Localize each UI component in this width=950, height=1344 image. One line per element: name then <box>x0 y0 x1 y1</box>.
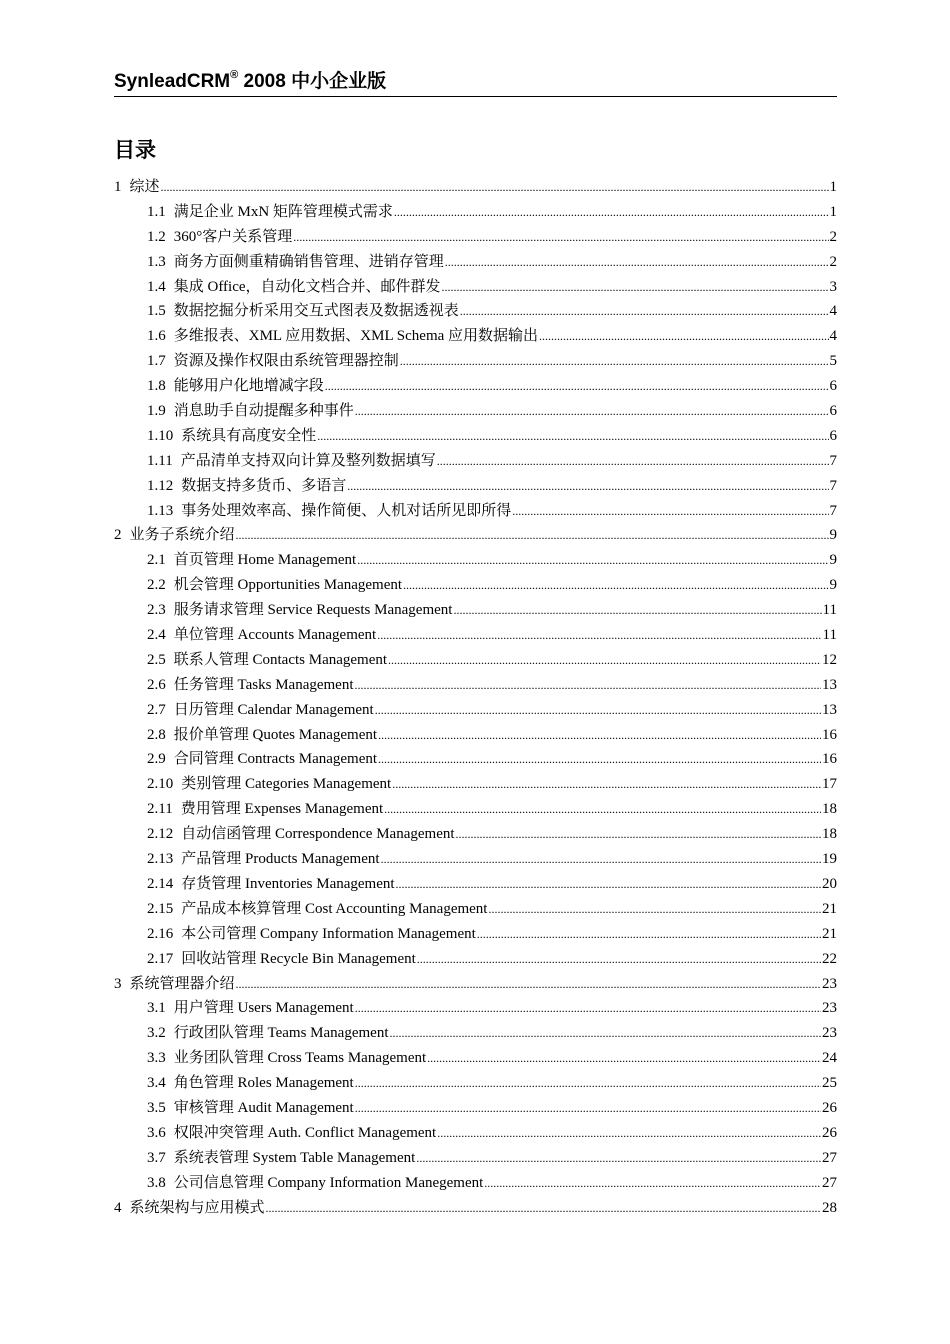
toc-entry-number: 1.4 <box>147 278 166 295</box>
toc-page-number: 18 <box>822 801 837 818</box>
toc-entry-number: 2.9 <box>147 751 166 768</box>
toc-page-number: 21 <box>822 900 837 917</box>
toc-entry-number: 1.7 <box>147 353 166 370</box>
toc-entry-number: 1.6 <box>147 328 166 345</box>
toc-page-number: 4 <box>829 328 837 345</box>
toc-entry-number: 1.1 <box>147 203 166 220</box>
toc-entry-title: 单位管理 Accounts Management <box>173 627 377 644</box>
toc-chapter-entry[interactable] <box>114 523 837 548</box>
toc-dot-leader <box>394 200 829 225</box>
table-of-contents <box>114 175 837 1220</box>
toc-page-number: 9 <box>829 552 837 569</box>
toc-section-entry[interactable] <box>114 698 837 723</box>
toc-entry-number: 1.9 <box>147 403 166 420</box>
toc-dot-leader <box>355 1096 821 1121</box>
toc-dot-leader <box>355 996 821 1021</box>
toc-entry-title: 360°客户关系管理 <box>173 228 293 245</box>
toc-entry-title: 角色管理 Roles Management <box>173 1075 354 1092</box>
toc-page-number: 6 <box>829 427 837 444</box>
toc-dot-leader <box>355 673 821 698</box>
toc-entry-title: 权限冲突管理 Auth. Conflict Management <box>173 1124 437 1141</box>
toc-page-number: 12 <box>822 651 837 668</box>
toc-page-number: 26 <box>822 1099 837 1116</box>
toc-dot-leader <box>539 324 828 349</box>
toc-entry-number: 1.8 <box>147 378 166 395</box>
toc-section-entry[interactable] <box>114 1146 837 1171</box>
toc-page-number: 18 <box>822 826 837 843</box>
toc-entry-number: 1.3 <box>147 253 166 270</box>
toc-section-entry[interactable] <box>114 200 837 225</box>
toc-entry-title: 系统表管理 System Table Management <box>173 1149 416 1166</box>
toc-section-entry[interactable] <box>114 922 837 947</box>
toc-section-entry[interactable] <box>114 1121 837 1146</box>
toc-entry-number: 2.5 <box>147 651 166 668</box>
toc-section-entry[interactable] <box>114 275 837 300</box>
toc-page-number: 20 <box>822 875 837 892</box>
toc-page-number: 4 <box>829 303 837 320</box>
toc-entry-number: 3.6 <box>147 1124 166 1141</box>
toc-dot-leader <box>403 573 828 598</box>
toc-dot-leader <box>377 623 821 648</box>
toc-page-number: 9 <box>829 527 837 544</box>
toc-section-entry[interactable] <box>114 449 837 474</box>
toc-entry-number: 2.15 <box>147 900 174 917</box>
toc-section-entry[interactable] <box>114 324 837 349</box>
toc-dot-leader <box>456 822 821 847</box>
toc-page-number: 27 <box>822 1149 837 1166</box>
toc-dot-leader <box>293 225 828 250</box>
toc-dot-leader <box>437 449 829 474</box>
toc-dot-leader <box>396 872 821 897</box>
toc-chapter-entry[interactable] <box>114 1196 837 1221</box>
toc-page-number: 6 <box>829 378 837 395</box>
toc-entry-number: 1.12 <box>147 477 174 494</box>
toc-dot-leader <box>400 349 829 374</box>
toc-dot-leader <box>388 648 821 673</box>
toc-page-number: 21 <box>822 925 837 942</box>
toc-entry-title: 数据支持多货币、多语言 <box>181 477 347 494</box>
toc-chapter-entry[interactable] <box>114 972 837 997</box>
toc-section-entry[interactable] <box>114 299 837 324</box>
toc-entry-title: 机会管理 Opportunities Management <box>173 577 403 594</box>
toc-dot-leader <box>236 523 829 548</box>
toc-page-number: 6 <box>829 403 837 420</box>
toc-entry-number: 2.3 <box>147 602 166 619</box>
header-edition: 2008 中小企业版 <box>238 71 387 92</box>
toc-entry-title: 存货管理 Inventories Management <box>181 875 395 892</box>
toc-entry-number: 2.14 <box>147 875 174 892</box>
toc-section-entry[interactable] <box>114 399 837 424</box>
toc-entry-number: 1.5 <box>147 303 166 320</box>
toc-page-number: 7 <box>829 502 837 519</box>
toc-dot-leader <box>236 972 821 997</box>
toc-entry-number: 1.2 <box>147 228 166 245</box>
toc-entry-number: 2.2 <box>147 577 166 594</box>
toc-section-entry[interactable] <box>114 847 837 872</box>
toc-page-number: 25 <box>822 1075 837 1092</box>
toc-page-number: 7 <box>829 477 837 494</box>
toc-entry-number: 2.11 <box>147 801 173 818</box>
toc-section-entry[interactable] <box>114 872 837 897</box>
toc-entry-number: 2.6 <box>147 676 166 693</box>
toc-dot-leader <box>161 175 829 200</box>
toc-page-number: 19 <box>822 851 837 868</box>
toc-dot-leader <box>357 548 828 573</box>
toc-page-number: 23 <box>822 1000 837 1017</box>
toc-entry-number: 2.17 <box>147 950 174 967</box>
registered-mark: ® <box>230 69 239 81</box>
toc-entry-title: 数据挖掘分析采用交互式图表及数据透视表 <box>173 303 459 320</box>
toc-entry-number: 2.16 <box>147 925 174 942</box>
toc-entry-title: 综述 <box>129 179 160 195</box>
toc-section-entry[interactable] <box>114 772 837 797</box>
toc-dot-leader <box>392 772 821 797</box>
toc-dot-leader <box>355 1071 821 1096</box>
toc-entry-number: 2.13 <box>147 851 174 868</box>
toc-dot-leader <box>445 250 829 275</box>
toc-entry-number: 3.1 <box>147 1000 166 1017</box>
toc-entry-title: 系统管理器介绍 <box>129 975 235 992</box>
toc-page-number: 7 <box>829 452 837 469</box>
toc-dot-leader <box>416 1146 821 1171</box>
toc-entry-title: 类别管理 Categories Management <box>181 776 392 793</box>
toc-section-entry[interactable] <box>114 548 837 573</box>
toc-section-entry[interactable] <box>114 1096 837 1121</box>
toc-entry-title: 系统架构与应用模式 <box>129 1199 265 1216</box>
toc-entry-number: 3.3 <box>147 1050 166 1067</box>
toc-entry-number: 3.4 <box>147 1075 166 1092</box>
toc-entry-number: 2.12 <box>147 826 174 843</box>
toc-page-number: 26 <box>822 1124 837 1141</box>
toc-entry-title: 日历管理 Calendar Management <box>173 701 374 718</box>
toc-page-number: 11 <box>822 627 837 644</box>
toc-section-entry[interactable] <box>114 1046 837 1071</box>
toc-dot-leader <box>375 698 821 723</box>
page-header <box>114 68 837 97</box>
toc-entry-title: 回收站管理 Recycle Bin Management <box>181 950 416 967</box>
toc-dot-leader <box>512 499 828 524</box>
toc-page-number: 5 <box>829 353 837 370</box>
toc-section-entry[interactable] <box>114 349 837 374</box>
toc-section-entry[interactable] <box>114 897 837 922</box>
toc-entry-title: 任务管理 Tasks Management <box>173 676 354 693</box>
toc-section-entry[interactable] <box>114 573 837 598</box>
toc-dot-leader <box>325 374 829 399</box>
toc-section-entry[interactable] <box>114 996 837 1021</box>
toc-dot-leader <box>384 797 821 822</box>
toc-dot-leader <box>317 424 828 449</box>
toc-entry-number: 3 <box>114 975 122 992</box>
toc-entry-title: 首页管理 Home Management <box>173 552 357 569</box>
toc-entry-title: 多维报表、XML 应用数据、XML Schema 应用数据输出 <box>173 328 539 345</box>
toc-page-number: 17 <box>822 776 837 793</box>
toc-dot-leader <box>442 275 829 300</box>
toc-page-number: 3 <box>829 278 837 295</box>
toc-section-entry[interactable] <box>114 947 837 972</box>
toc-entry-number: 1.10 <box>147 427 174 444</box>
toc-page-number: 28 <box>822 1199 837 1216</box>
toc-entry-number: 3.5 <box>147 1099 166 1116</box>
toc-dot-leader <box>488 897 821 922</box>
toc-section-entry[interactable] <box>114 822 837 847</box>
toc-page-number: 1 <box>829 179 837 195</box>
toc-section-entry[interactable] <box>114 250 837 275</box>
toc-entry-title: 业务团队管理 Cross Teams Management <box>173 1050 427 1067</box>
toc-section-entry[interactable] <box>114 225 837 250</box>
toc-entry-number: 3.8 <box>147 1174 166 1191</box>
toc-section-entry[interactable] <box>114 673 837 698</box>
toc-entry-title: 资源及操作权限由系统管理器控制 <box>173 353 399 370</box>
toc-entry-title: 合同管理 Contracts Management <box>173 751 378 768</box>
toc-dot-leader <box>266 1196 821 1221</box>
toc-dot-leader <box>417 947 821 972</box>
toc-section-entry[interactable] <box>114 747 837 772</box>
toc-section-entry[interactable] <box>114 424 837 449</box>
toc-dot-leader <box>378 723 821 748</box>
toc-entry-title: 自动信函管理 Correspondence Management <box>181 826 455 843</box>
toc-section-entry[interactable] <box>114 623 837 648</box>
header-product-name: SynleadCRM <box>114 71 231 92</box>
toc-dot-leader <box>381 847 821 872</box>
toc-section-entry[interactable] <box>114 499 837 524</box>
toc-entry-title: 产品成本核算管理 Cost Accounting Management <box>181 900 488 917</box>
toc-entry-title: 满足企业 MxN 矩阵管理模式需求 <box>173 203 393 220</box>
toc-section-entry[interactable] <box>114 648 837 673</box>
toc-dot-leader <box>427 1046 821 1071</box>
toc-entry-number: 2.10 <box>147 776 174 793</box>
toc-title: 目录 <box>114 138 156 162</box>
toc-page-number: 24 <box>822 1050 837 1067</box>
toc-entry-title: 公司信息管理 Company Information Manegement <box>173 1174 484 1191</box>
toc-page-number: 27 <box>822 1174 837 1191</box>
toc-dot-leader <box>347 474 828 499</box>
toc-entry-title: 服务请求管理 Service Requests Management <box>173 602 453 619</box>
toc-section-entry[interactable] <box>114 1021 837 1046</box>
toc-page-number: 13 <box>822 701 837 718</box>
toc-entry-title: 行政团队管理 Teams Management <box>173 1025 389 1042</box>
toc-section-entry[interactable] <box>114 598 837 623</box>
toc-page-number: 16 <box>822 726 837 743</box>
toc-entry-title: 业务子系统介绍 <box>129 527 235 544</box>
toc-page-number: 2 <box>829 253 837 270</box>
toc-dot-leader <box>437 1121 821 1146</box>
toc-entry-title: 产品清单支持双向计算及整列数据填写 <box>180 452 436 469</box>
toc-section-entry[interactable] <box>114 797 837 822</box>
toc-entry-title: 集成 Office，自动化文档合并、邮件群发 <box>173 278 441 295</box>
toc-entry-title: 事务处理效率高、操作简便、人机对话所见即所得 <box>181 502 512 519</box>
toc-entry-number: 1 <box>114 179 122 195</box>
toc-entry-title: 消息助手自动提醒多种事件 <box>173 403 354 420</box>
toc-section-entry[interactable] <box>114 474 837 499</box>
toc-entry-title: 本公司管理 Company Information Management <box>181 925 476 942</box>
toc-dot-leader <box>378 747 821 772</box>
toc-entry-number: 2 <box>114 527 122 544</box>
toc-entry-number: 3.2 <box>147 1025 166 1042</box>
toc-page-number: 22 <box>822 950 837 967</box>
toc-dot-leader <box>484 1171 821 1196</box>
toc-entry-number: 2.8 <box>147 726 166 743</box>
toc-page-number: 23 <box>822 975 837 992</box>
toc-dot-leader <box>453 598 821 623</box>
toc-page-number: 11 <box>822 602 837 619</box>
toc-entry-title: 审核管理 Audit Management <box>173 1099 354 1116</box>
toc-entry-title: 能够用户化地增减字段 <box>173 378 324 395</box>
toc-section-entry[interactable] <box>114 1171 837 1196</box>
toc-section-entry[interactable] <box>114 374 837 399</box>
toc-entry-title: 费用管理 Expenses Management <box>180 801 384 818</box>
toc-entry-number: 1.11 <box>147 452 173 469</box>
toc-entry-number: 2.1 <box>147 552 166 569</box>
toc-page-number: 2 <box>829 228 837 245</box>
toc-entry-title: 商务方面侧重精确销售管理、进销存管理 <box>173 253 444 270</box>
toc-page-number: 1 <box>829 203 837 220</box>
toc-entry-number: 2.4 <box>147 627 166 644</box>
toc-page-number: 9 <box>829 577 837 594</box>
toc-entry-title: 产品管理 Products Management <box>181 851 380 868</box>
toc-page-number: 16 <box>822 751 837 768</box>
toc-dot-leader <box>477 922 821 947</box>
toc-entry-number: 1.13 <box>147 502 174 519</box>
toc-section-entry[interactable] <box>114 723 837 748</box>
toc-page-number: 13 <box>822 676 837 693</box>
toc-dot-leader <box>390 1021 822 1046</box>
toc-page-number: 23 <box>822 1025 837 1042</box>
toc-entry-title: 报价单管理 Quotes Management <box>173 726 378 743</box>
toc-chapter-entry[interactable] <box>114 175 837 200</box>
toc-entry-title: 系统具有高度安全性 <box>181 427 317 444</box>
toc-entry-title: 联系人管理 Contacts Management <box>173 651 388 668</box>
toc-entry-number: 4 <box>114 1199 122 1216</box>
toc-entry-title: 用户管理 Users Management <box>173 1000 354 1017</box>
toc-entry-number: 3.7 <box>147 1149 166 1166</box>
toc-entry-number: 2.7 <box>147 701 166 718</box>
toc-dot-leader <box>355 399 829 424</box>
toc-dot-leader <box>460 299 829 324</box>
toc-section-entry[interactable] <box>114 1071 837 1096</box>
